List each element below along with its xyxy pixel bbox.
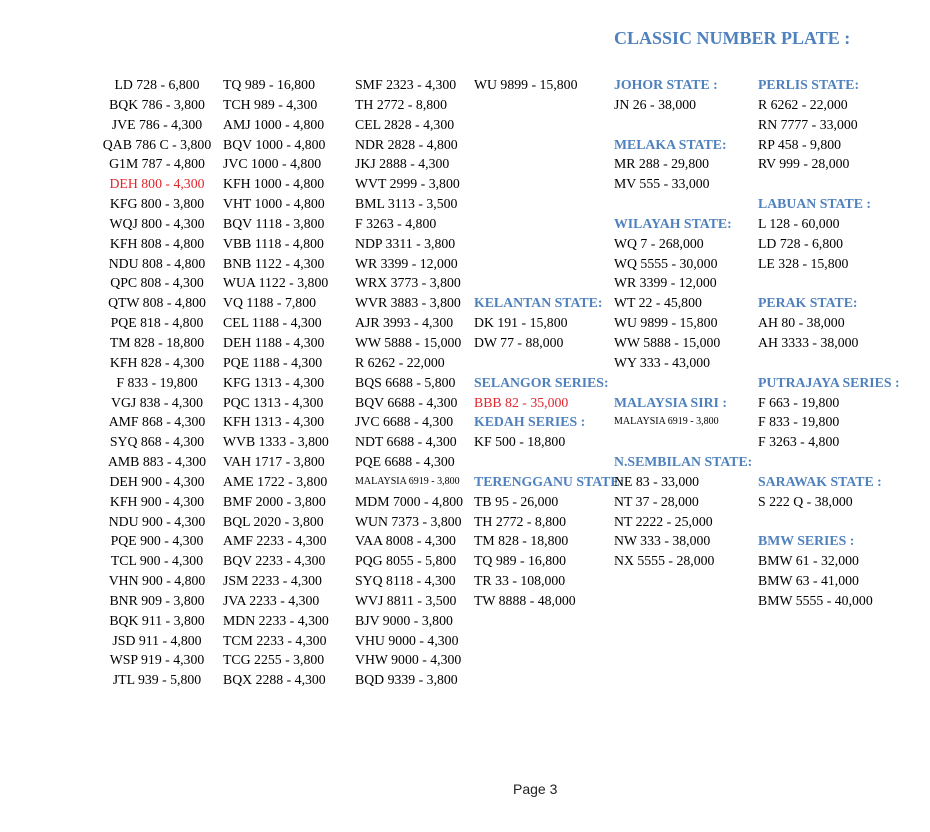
plate-entry: WVB 1333 - 3,800	[223, 434, 329, 450]
plate-entry: VGJ 838 - 4,300	[111, 394, 203, 410]
plate-entry: KFH 1000 - 4,800	[223, 176, 325, 192]
plate-entry: S 222 Q - 38,000	[758, 493, 853, 509]
plate-entry: AME 1722 - 3,800	[223, 473, 328, 489]
section-heading-kelantan: KELANTAN STATE:	[474, 295, 603, 311]
plate-entry: TQ 989 - 16,800	[223, 77, 315, 92]
plate-entry: JKJ 2888 - 4,300	[355, 156, 450, 172]
plate-entry: RP 458 - 9,800	[758, 136, 842, 152]
plate-list-column-4	[474, 75, 624, 611]
plate-entry: VHW 9000 - 4,300	[355, 652, 462, 668]
plate-entry: BQX 2288 - 4,300	[223, 672, 326, 688]
plate-entry: VAH 1717 - 3,800	[223, 454, 325, 470]
plate-entry: BMW 63 - 41,000	[758, 573, 859, 589]
plate-entry: BQV 1000 - 4,800	[223, 136, 326, 152]
plate-entry: WVT 2999 - 3,800	[355, 176, 460, 192]
plate-entry: BQV 1118 - 3,800	[223, 215, 325, 231]
plate-entry: CEL 2828 - 4,300	[355, 116, 455, 132]
plate-entry: DEH 1188 - 4,300	[223, 334, 325, 350]
plate-entry: TCG 2255 - 3,800	[223, 652, 325, 668]
plate-entry: AMJ 1000 - 4,800	[223, 116, 325, 132]
plate-entry: BJV 9000 - 3,800	[355, 612, 453, 628]
plate-entry: CEL 1188 - 4,300	[223, 315, 322, 331]
plate-entry: NT 37 - 28,000	[614, 493, 699, 509]
plate-entry: JVA 2233 - 4,300	[223, 592, 320, 608]
plate-entry: AMF 868 - 4,300	[108, 414, 206, 430]
plate-entry: R 6262 - 22,000	[758, 96, 848, 112]
plate-entry: VHT 1000 - 4,800	[223, 196, 325, 212]
plate-entry: LE 328 - 15,800	[758, 255, 849, 271]
plate-entry: MALAYSIA 6919 - 3,800	[355, 475, 460, 487]
plate-entry: DK 191 - 15,800	[474, 315, 568, 331]
plate-entry: NDR 2828 - 4,800	[355, 136, 458, 152]
plate-entry: MALAYSIA 6919 - 3,800	[614, 416, 719, 428]
plate-entry: F 663 - 19,800	[758, 394, 840, 410]
plate-entry: PQE 818 - 4,800	[110, 315, 204, 331]
plate-entry: QPC 808 - 4,300	[110, 275, 204, 291]
plate-entry: TCL 900 - 4,300	[110, 553, 204, 569]
plate-entry: BMW 5555 - 40,000	[758, 592, 873, 608]
plate-entry: DEH 900 - 4,300	[109, 473, 205, 489]
plate-entry: QTW 808 - 4,800	[108, 295, 206, 311]
plate-entry: WW 5888 - 15,000	[614, 334, 721, 350]
plate-entry: JSD 911 - 4,800	[112, 632, 202, 648]
plate-entry: RN 7777 - 33,000	[758, 116, 858, 132]
plate-entry: WQJ 800 - 4,300	[109, 215, 205, 231]
plate-entry: JVC 6688 - 4,300	[355, 414, 454, 430]
plate-entry: VQ 1188 - 7,800	[223, 295, 316, 311]
plate-entry: AMF 2233 - 4,300	[223, 533, 327, 549]
section-heading-bmw: BMW SERIES :	[758, 533, 855, 549]
plate-entry: LD 728 - 6,800	[114, 77, 200, 92]
plate-entry: BNB 1122 - 4,300	[223, 255, 325, 271]
plate-entry: DW 77 - 88,000	[474, 334, 564, 350]
plate-entry: VBB 1118 - 4,800	[223, 235, 324, 251]
plate-entry: KFH 828 - 4,300	[109, 354, 205, 370]
plate-entry: AH 3333 - 38,000	[758, 334, 859, 350]
plate-entry: TH 2772 - 8,800	[355, 96, 447, 112]
plate-entry: MDN 2233 - 4,300	[223, 612, 329, 628]
plate-entry: NW 333 - 38,000	[614, 533, 711, 549]
plate-entry: BMF 2000 - 3,800	[223, 493, 326, 509]
section-heading-wilayah: WILAYAH STATE:	[614, 215, 732, 231]
plate-entry: F 833 - 19,800	[758, 414, 840, 430]
plate-list-column-3	[355, 75, 463, 690]
page-number: Page 3	[513, 781, 558, 797]
plate-entry: PQG 8055 - 5,800	[355, 553, 457, 569]
plate-entry: JTL 939 - 5,800	[112, 672, 202, 688]
section-heading-sarawak: SARAWAK STATE :	[758, 473, 882, 489]
plate-entry: MR 288 - 29,800	[614, 156, 710, 172]
plate-entry: WUA 1122 - 3,800	[223, 275, 329, 291]
section-heading-putrajaya: PUTRAJAYA SERIES :	[758, 374, 900, 390]
plate-entry: KFH 808 - 4,800	[109, 235, 205, 251]
plate-entry: BQS 6688 - 5,800	[355, 374, 456, 390]
plate-entry: BMW 61 - 32,000	[758, 553, 859, 569]
plate-entry: TCH 989 - 4,300	[223, 96, 318, 112]
plate-entry: JVE 786 - 4,300	[111, 116, 203, 132]
plate-entry: WU 9899 - 15,800	[614, 315, 718, 331]
plate-entry: SYQ 8118 - 4,300	[355, 573, 456, 589]
plate-entry: MDM 7000 - 4,800	[355, 493, 464, 509]
plate-entry: NE 83 - 33,000	[614, 473, 700, 489]
plate-entry: MV 555 - 33,000	[614, 176, 710, 192]
plate-entry: BML 3113 - 3,500	[355, 196, 458, 212]
section-heading-perak: PERAK STATE:	[758, 295, 858, 311]
plate-entry: F 3263 - 4,800	[758, 434, 840, 450]
plate-entry: TCM 2233 - 4,300	[223, 632, 327, 648]
section-heading-johor: JOHOR STATE :	[614, 77, 718, 92]
plate-entry: NDT 6688 - 4,300	[355, 434, 457, 450]
plate-entry: PQC 1313 - 4,300	[223, 394, 324, 410]
plate-entry: F 833 - 19,800	[116, 374, 198, 390]
plate-entry: WU 9899 - 15,800	[474, 77, 578, 92]
plate-entry: TW 8888 - 48,000	[474, 592, 576, 608]
section-heading-melaka: MELAKA STATE:	[614, 136, 727, 152]
plate-entry: TM 828 - 18,800	[474, 533, 569, 549]
plate-list-column-5	[614, 75, 752, 571]
plate-entry: BQL 2020 - 3,800	[223, 513, 324, 529]
plate-entry: BQD 9339 - 3,800	[355, 672, 458, 688]
plate-entry: VHU 9000 - 4,300	[355, 632, 459, 648]
plate-list-column-6	[758, 75, 900, 611]
plate-entry: AMB 883 - 4,300	[107, 454, 207, 470]
plate-entry: RV 999 - 28,000	[758, 156, 850, 172]
plate-entry: SYQ 868 - 4,300	[109, 434, 205, 450]
page-title: CLASSIC NUMBER PLATE :	[614, 28, 851, 48]
section-heading-labuan: LABUAN STATE :	[758, 196, 871, 212]
plate-entry: TM 828 - 18,800	[109, 334, 205, 350]
plate-entry: KFG 800 - 3,800	[109, 196, 205, 212]
section-heading-nsembilan: N.SEMBILAN STATE:	[614, 454, 753, 470]
section-heading-malaysia: MALAYSIA SIRI :	[614, 394, 727, 410]
plate-entry: BNR 909 - 3,800	[109, 592, 205, 608]
plate-entry: WSP 919 - 4,300	[109, 652, 205, 668]
plate-entry: QAB 786 C - 3,800	[102, 136, 212, 152]
plate-entry-highlighted: DEH 800 - 4,300	[109, 176, 205, 192]
plate-entry: BQV 6688 - 4,300	[355, 394, 458, 410]
plate-entry: TR 33 - 108,000	[474, 573, 566, 589]
plate-entry: WT 22 - 45,800	[614, 295, 702, 311]
plate-entry: KF 500 - 18,800	[474, 434, 566, 450]
plate-entry: WR 3399 - 12,000	[355, 255, 458, 271]
plate-entry: KFH 900 - 4,300	[109, 493, 205, 509]
plate-entry: WY 333 - 43,000	[614, 354, 711, 370]
plate-entry: TH 2772 - 8,800	[474, 513, 566, 529]
plate-entry: NT 2222 - 25,000	[614, 513, 713, 529]
plate-entry: WRX 3773 - 3,800	[355, 275, 461, 291]
plate-entry: WVJ 8811 - 3,500	[355, 592, 457, 608]
plate-entry: BQV 2233 - 4,300	[223, 553, 326, 569]
plate-entry: BQK 786 - 3,800	[109, 96, 205, 112]
plate-entry-highlighted: BBB 82 - 35,000	[474, 394, 569, 410]
plate-entry: F 3263 - 4,800	[355, 215, 437, 231]
plate-entry: JSM 2233 - 4,300	[223, 573, 322, 589]
plate-entry: VHN 900 - 4,800	[108, 573, 206, 589]
plate-entry: NDU 808 - 4,800	[108, 255, 206, 271]
section-heading-kedah: KEDAH SERIES :	[474, 414, 586, 430]
plate-entry: KFG 1313 - 4,300	[223, 374, 325, 390]
plate-entry: PQE 6688 - 4,300	[355, 454, 455, 470]
plate-entry: LD 728 - 6,800	[758, 235, 844, 251]
plate-entry: JVC 1000 - 4,800	[223, 156, 322, 172]
plate-entry: WR 3399 - 12,000	[614, 275, 717, 291]
plate-entry: VAA 8008 - 4,300	[355, 533, 456, 549]
plate-entry: PQE 1188 - 4,300	[223, 354, 323, 370]
plate-entry: JN 26 - 38,000	[614, 96, 697, 112]
plate-entry: NX 5555 - 28,000	[614, 553, 715, 569]
section-heading-perlis: PERLIS STATE:	[758, 77, 860, 92]
plate-entry: TB 95 - 26,000	[474, 493, 559, 509]
plate-entry: AH 80 - 38,000	[758, 315, 845, 331]
plate-entry: SMF 2323 - 4,300	[355, 77, 457, 92]
plate-entry: PQE 900 - 4,300	[110, 533, 204, 549]
plate-entry: G1M 787 - 4,800	[109, 156, 205, 172]
plate-entry: BQK 911 - 3,800	[109, 612, 205, 628]
section-heading-terengganu: TERENGGANU STATE:	[474, 473, 625, 489]
plate-entry: L 128 - 60,000	[758, 215, 840, 231]
plate-entry: TQ 989 - 16,800	[474, 553, 566, 569]
section-heading-selangor: SELANGOR SERIES:	[474, 374, 609, 390]
plate-list-column-2	[223, 75, 329, 690]
plate-entry: WQ 7 - 268,000	[614, 235, 704, 251]
plate-list-column-1	[98, 75, 216, 690]
plate-entry: NDU 900 - 4,300	[108, 513, 206, 529]
plate-entry: WW 5888 - 15,000	[355, 334, 462, 350]
plate-entry: WVR 3883 - 3,800	[355, 295, 461, 311]
plate-entry: KFH 1313 - 4,300	[223, 414, 325, 430]
plate-entry: WQ 5555 - 30,000	[614, 255, 718, 271]
plate-entry: R 6262 - 22,000	[355, 354, 445, 370]
plate-entry: NDP 3311 - 3,800	[355, 235, 456, 251]
plate-entry: AJR 3993 - 4,300	[355, 315, 454, 331]
plate-entry: WUN 7373 - 3,800	[355, 513, 462, 529]
